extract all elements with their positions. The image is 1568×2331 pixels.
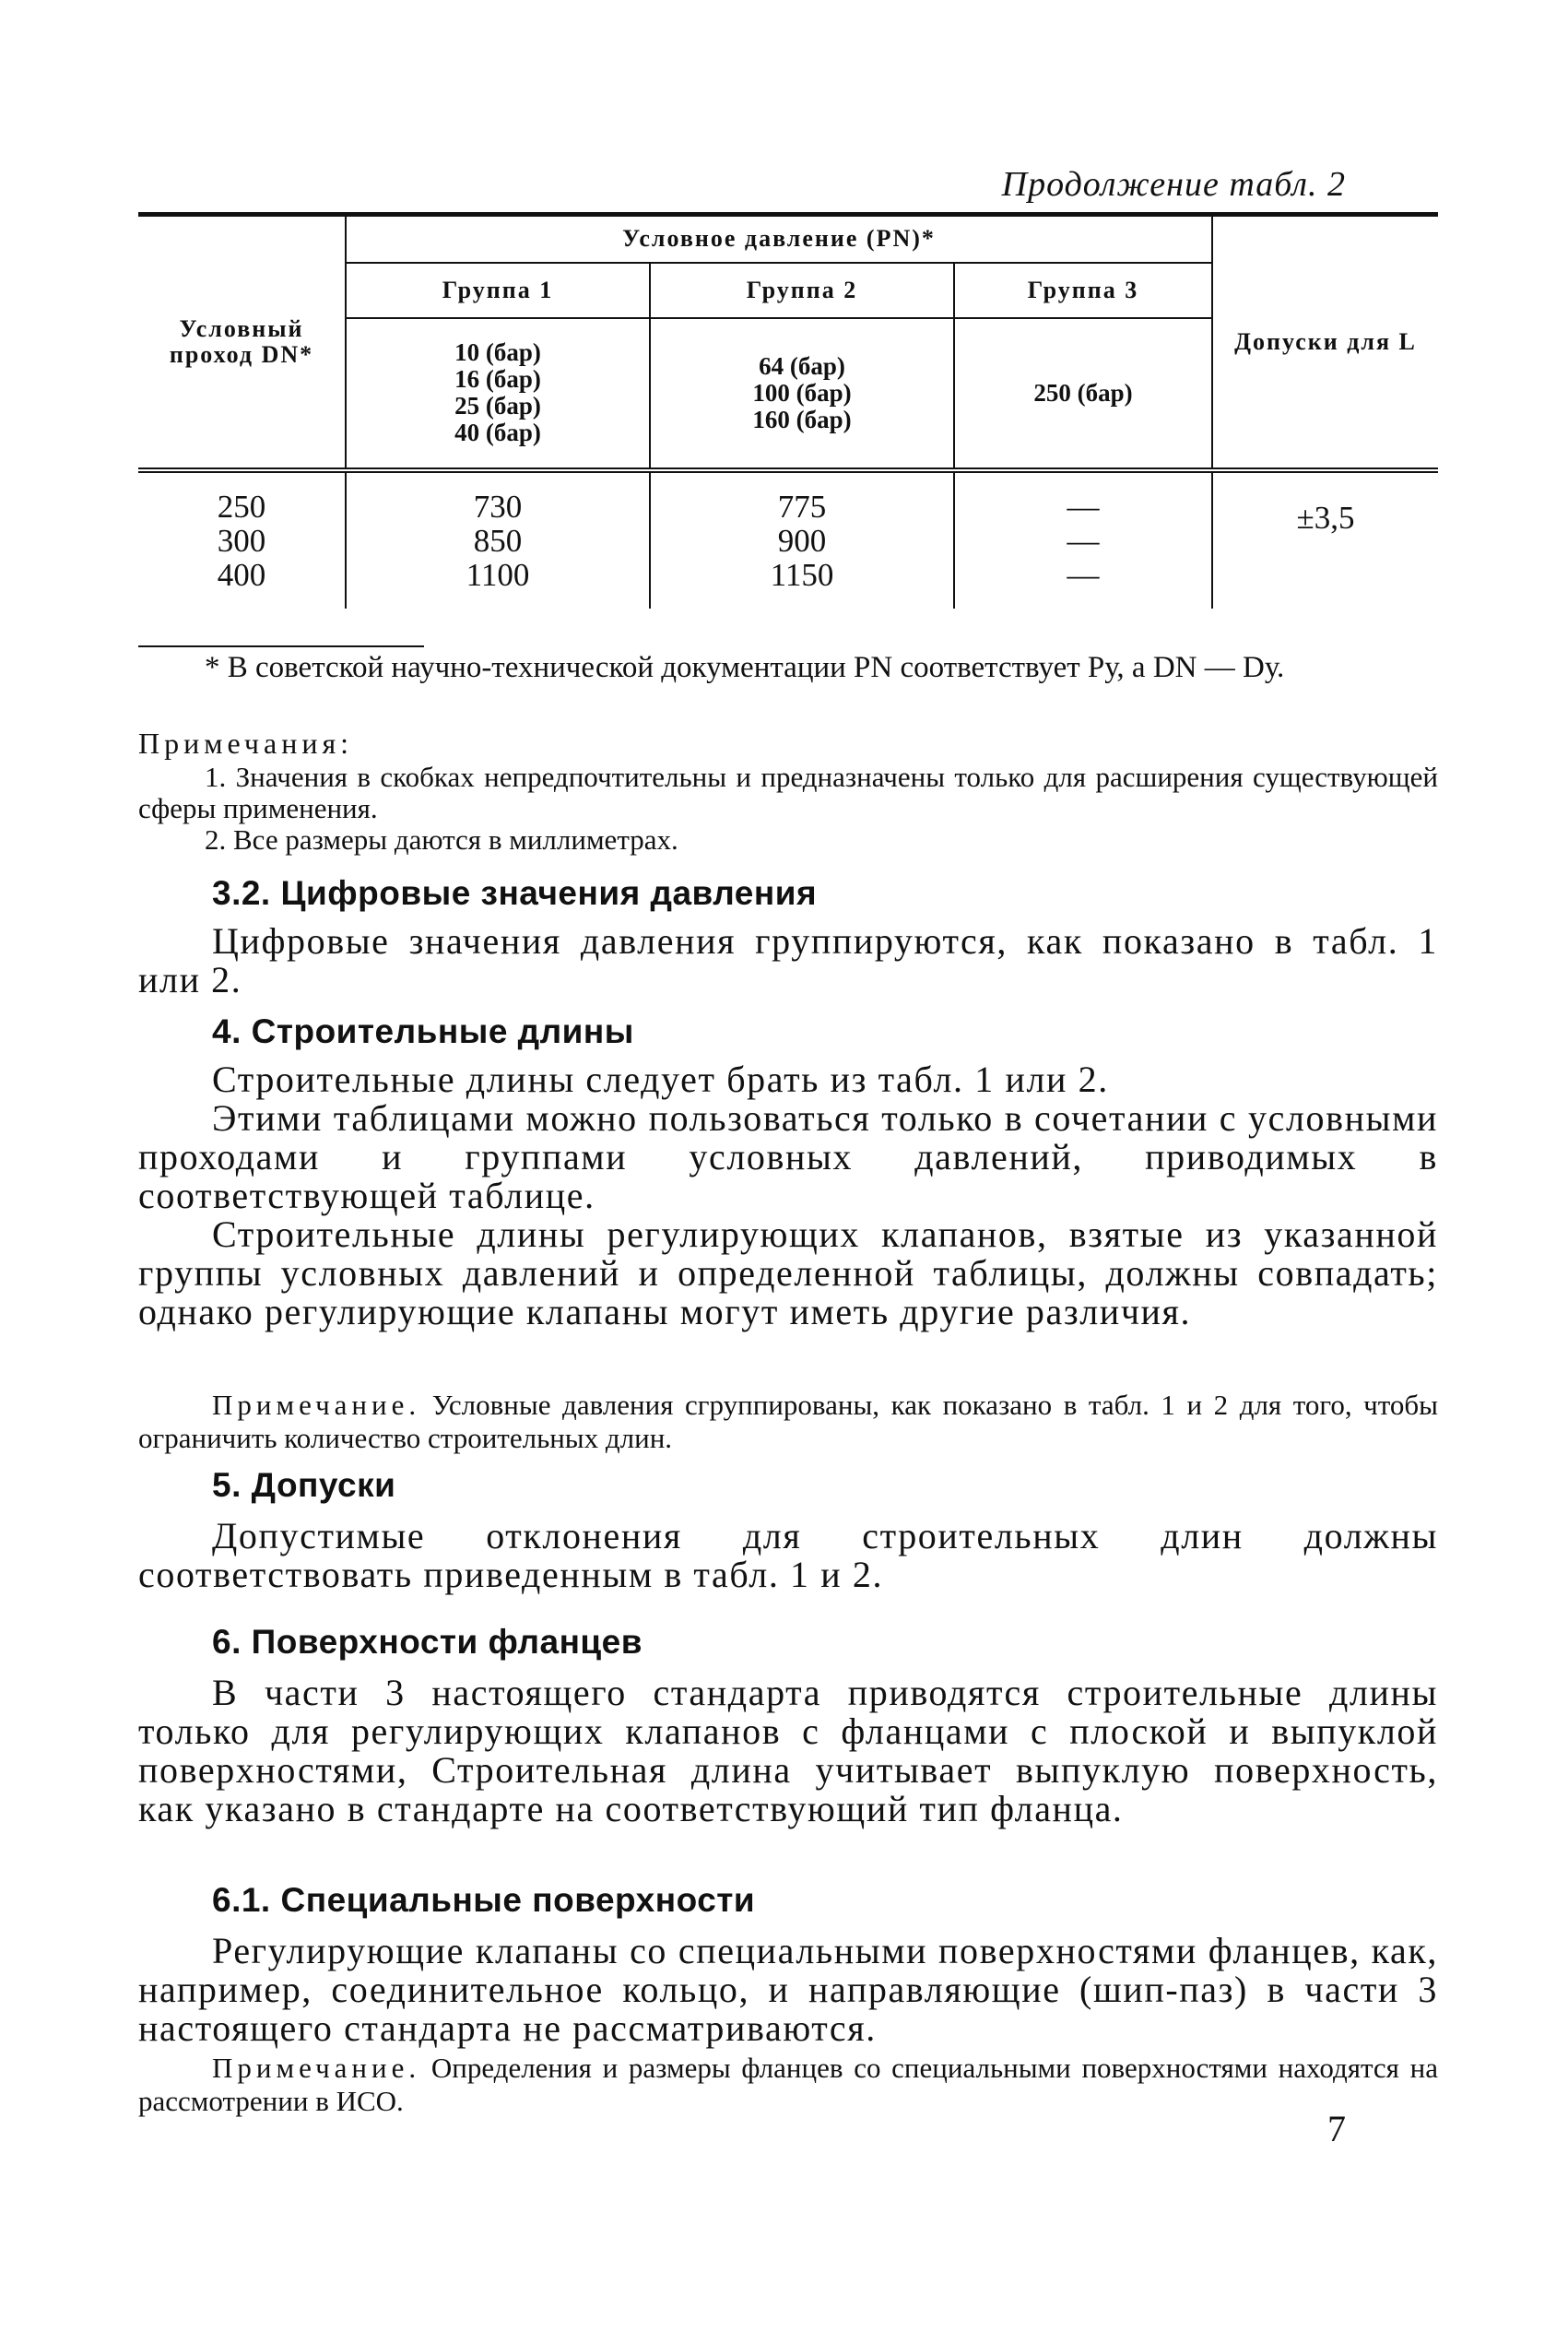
paragraph: Цифровые значения давления группируются, как показано в табл. 1 или 2. xyxy=(138,920,1438,1000)
group-2-header: Группа 2 xyxy=(650,263,954,318)
group-3-header: Группа 3 xyxy=(954,263,1212,318)
tolerance-header: Допуски для L xyxy=(1212,215,1438,470)
note-item: 2. Все размеры даются в миллиметрах. xyxy=(205,823,678,856)
footnote xyxy=(138,650,1438,685)
paragraph: Этими таблицами можно пользоваться только в сочетании с условными проходами и группами условных давлений, приводимых в соответствующей таблице. xyxy=(138,1097,1438,1216)
section-5-title: 5. Допуски xyxy=(212,1466,396,1504)
section-4-note xyxy=(138,1389,1438,1455)
page-number: 7 xyxy=(1327,2108,1346,2149)
paragraph: Строительные длины регулирующих клапанов, взятые из указанной группы условных давлений и определенной таблицы, должны совпадать; однако регулирующие клапаны могут иметь другие различия. xyxy=(138,1213,1438,1332)
tolerance-value: ±3,5 xyxy=(1296,499,1355,536)
group-1-lengths: 730 850 1100 xyxy=(346,470,650,609)
pn-header: Условное давление (PN)* xyxy=(346,215,1212,263)
section-6-body xyxy=(138,1674,1438,1828)
footnote-text: * В советской научно-технической документации PN соответствует Pу, а DN — Dу. xyxy=(205,651,1285,684)
group-1-header: Группа 1 xyxy=(346,263,650,318)
section-5-body xyxy=(138,1517,1438,1594)
section-4-title: 4. Строительные длины xyxy=(212,1012,634,1050)
note-item: 1. Значения в скобках непредпочтительны и предназначены только для расширения существующей сферы применения. xyxy=(138,761,1438,824)
valve-length-table xyxy=(138,212,1438,609)
notes-heading: Примечания: xyxy=(138,727,354,760)
note-text: Условные давления сгруппированы, как показано в табл. 1 и 2 для того, чтобы ограничить количество строительных длин. xyxy=(138,1389,1438,1454)
paragraph: Допустимые отклонения для строительных длин должны соответствовать приведенным в табл. 1 и 2. xyxy=(138,1515,1438,1595)
section-6-title: 6. Поверхности фланцев xyxy=(212,1623,643,1661)
dn-header: Условный проход DN* xyxy=(138,215,346,470)
section-6-1-body xyxy=(138,1932,1438,2048)
section-4-body xyxy=(138,1060,1438,1331)
note-label: Примечание. xyxy=(212,2052,421,2084)
footnote-rule xyxy=(138,645,424,647)
section-6-1-title: 6.1. Специальные поверхности xyxy=(212,1881,756,1919)
paragraph: В части 3 настоящего стандарта приводятся строительные длины только для регулирующих клапанов с фланцами с плоской и выпуклой поверхностями, Строительная длина учитывает выпуклую поверхность, как указано в стандарте на соответствующий тип фланца. xyxy=(138,1672,1438,1829)
group-2-pressures: 64 (бар) 100 (бар) 160 (бар) xyxy=(650,318,954,470)
paragraph: Строительные длины следует брать из табл. 1 или 2. xyxy=(212,1059,1109,1100)
section-3-2-body xyxy=(138,922,1438,1000)
group-2-lengths: 775 900 1150 xyxy=(650,470,954,609)
group-1-pressures: 10 (бар) 16 (бар) 25 (бар) 40 (бар) xyxy=(346,318,650,470)
section-6-1-note xyxy=(138,2052,1438,2118)
group-3-pressures: 250 (бар) xyxy=(954,318,1212,470)
notes-list xyxy=(138,762,1438,856)
dn-values: 250 300 400 xyxy=(138,470,346,609)
section-3-2-title: 3.2. Цифровые значения давления xyxy=(212,874,818,912)
note-text: Определения и размеры фланцев со специальными поверхностями находятся на рассмотрении в ИСО. xyxy=(138,2052,1439,2117)
group-3-lengths: — — — xyxy=(954,470,1212,609)
paragraph: Регулирующие клапаны со специальными поверхностями фланцев, как, например, соединительное кольцо, и направляющие (шип-паз) в части 3 настоящего стандарта не рассматриваются. xyxy=(138,1930,1438,2049)
note-label: Примечание. xyxy=(212,1389,421,1421)
table-continuation-caption: Продолжение табл. 2 xyxy=(1001,165,1346,204)
